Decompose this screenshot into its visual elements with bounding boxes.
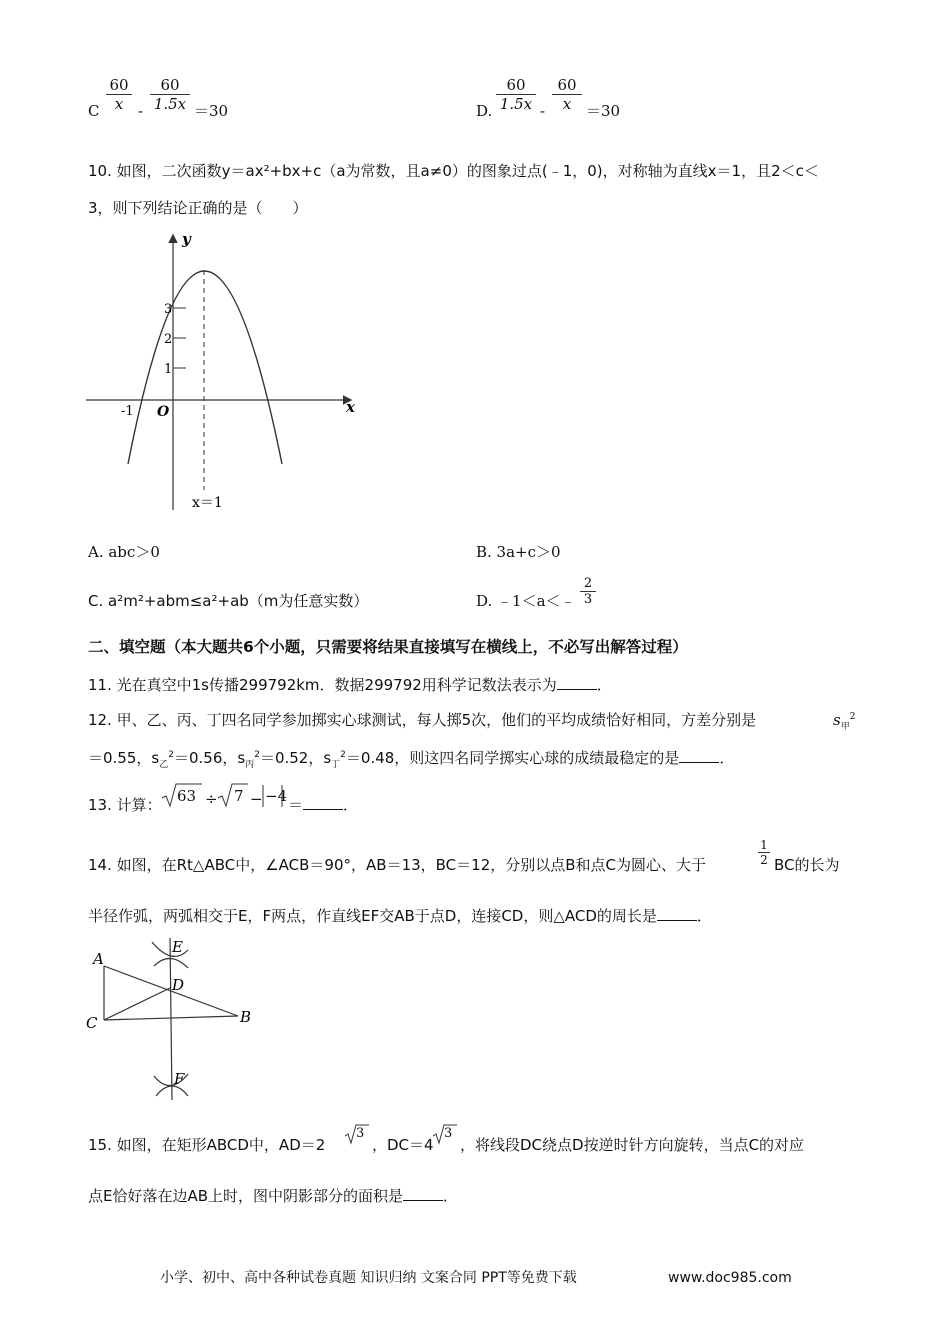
q14-answer-blank[interactable] — [657, 906, 697, 921]
x-axis-label: x — [346, 398, 355, 416]
q13-answer-blank[interactable] — [303, 795, 343, 810]
q14-text-line1-pre: 14. 如图，在Rt△ABC中，∠ACB＝90°，AB＝13，BC＝12，分别以点B和点C为圆心、大于 — [88, 856, 707, 874]
q15-text-line1-b: ，DC＝4 — [372, 1136, 434, 1154]
tick-label-1: 1 — [164, 362, 173, 377]
arc-E-2 — [154, 958, 188, 968]
q14-text-line1-post: BC的长为 — [774, 856, 840, 874]
q10-text-line1: 10. 如图，二次函数y＝ax²+bx+c（a为常数，且a≠0）的图象过点(﹣1，0)，对称轴为直线x＝1，且2＜c＜ — [88, 162, 819, 180]
q13-answer: ＝ ． — [288, 796, 359, 814]
q9-d-fraction-2: $\frac{60}{x}$ — [552, 76, 582, 113]
q9-d-equals: ＝30 — [586, 102, 621, 120]
q13-minus: − — [250, 790, 263, 808]
q9-c-equals: ＝30 — [194, 102, 229, 120]
q9-d-minus: - — [540, 102, 546, 120]
point-D-label: D — [172, 976, 185, 994]
q9-c-fraction-2: $\frac{60}{1.5x}$ — [150, 76, 190, 113]
line-EF — [170, 938, 172, 1100]
q12-s-jia: $s_甲^2$ — [833, 711, 856, 732]
q10-option-a: A. abc＞0 — [88, 543, 160, 561]
point-A-label: A — [93, 950, 104, 968]
tick-label-3: 3 — [164, 302, 173, 317]
q10-option-b: B. 3a+c＞0 — [476, 543, 561, 561]
q14-fraction-half: $\frac{1}{2}$ — [758, 838, 770, 867]
q15-radicand-1: 3 — [356, 1126, 365, 1141]
q10-option-d-fraction: $\frac{2}{3}$ — [580, 576, 596, 607]
q15-text-line1-c: ，将线段DC绕点D按逆时针方向旋转，当点C的对应 — [460, 1136, 805, 1154]
tick-label-2: 2 — [164, 332, 173, 347]
point-C-label: C — [86, 1014, 98, 1032]
point-B-label: B — [240, 1008, 252, 1026]
origin-label: O — [157, 404, 170, 420]
q14-triangle-figure — [84, 936, 264, 1106]
footer-url-link[interactable]: www.doc985.com — [668, 1270, 792, 1286]
q9-c-fraction-1: $\frac{60}{x}$ — [106, 76, 132, 113]
q11-answer-blank[interactable] — [557, 675, 597, 690]
q9-c-minus: - — [138, 102, 144, 120]
q15-radicand-2: 3 — [444, 1126, 453, 1141]
symmetry-axis-label: x＝1 — [192, 495, 223, 511]
q9-d-fraction-1: $\frac{60}{1.5x}$ — [496, 76, 536, 113]
q12-text-line1: 12. 甲、乙、丙、丁四名同学参加掷实心球测试，每人掷5次，他们的平均成绩恰好相同，方差分别是 — [88, 711, 757, 729]
q12-answer-blank[interactable] — [679, 748, 719, 763]
segment-CD — [104, 988, 170, 1020]
q11-question: 11. 光在真空中1s传播299792km．数据299792用科学记数法表示为 — [88, 676, 557, 694]
q13-abs-value: −4 — [265, 787, 288, 805]
q13-label: 13. 计算： — [88, 796, 162, 814]
q14-text-line2: 半径作弧，两弧相交于E，F两点，作直线EF交AB于点D，连接CD，则△ACD的周长是 ． — [88, 907, 712, 925]
footer-left-text: 小学、初中、高中各种试卷真题 知识归纳 文案合同 PPT等免费下载 — [160, 1270, 577, 1286]
q9-d-label: D. — [476, 102, 493, 120]
q10-text-line2: 3，则下列结论正确的是（ ） — [88, 199, 308, 217]
q15-text-line2: 点E恰好落在边AB上时，图中阴影部分的面积是 ． — [88, 1187, 459, 1205]
q13-radicand-7: 7 — [234, 787, 244, 805]
q13-radicand-63: 63 — [177, 787, 197, 805]
tick-label-neg1: -1 — [121, 404, 134, 419]
q10-option-c: C. a²m²+abm≤a²+ab（m为任意实数） — [88, 592, 369, 610]
q15-answer-blank[interactable] — [403, 1186, 443, 1201]
point-F-label: F — [174, 1070, 185, 1088]
q15-text-line1-a: 15. 如图，在矩形ABCD中，AD＝2 — [88, 1136, 326, 1154]
section-2-title: 二、填空题（本大题共6个小题，只需要将结果直接填写在横线上，不必写出解答过程） — [88, 638, 688, 656]
y-axis-label: y — [182, 230, 191, 248]
q11-end: ． — [596, 676, 612, 694]
q13-divide: ÷ — [205, 790, 218, 808]
q11-text — [88, 675, 612, 694]
q10-option-d: D. ﹣1＜a＜﹣ — [476, 592, 576, 610]
q9-c-label: C — [88, 102, 100, 120]
parabola-curve — [128, 271, 282, 464]
q12-text-line2: ＝0.55，$s_乙^2=0.56$，$s_丙^2=0.52$，$s_丁^2=0.48$，则这四名同学掷实心球的成绩最稳定的是 ． — [88, 749, 735, 770]
q10-parabola-graph — [80, 228, 370, 518]
point-E-label: E — [172, 938, 183, 956]
